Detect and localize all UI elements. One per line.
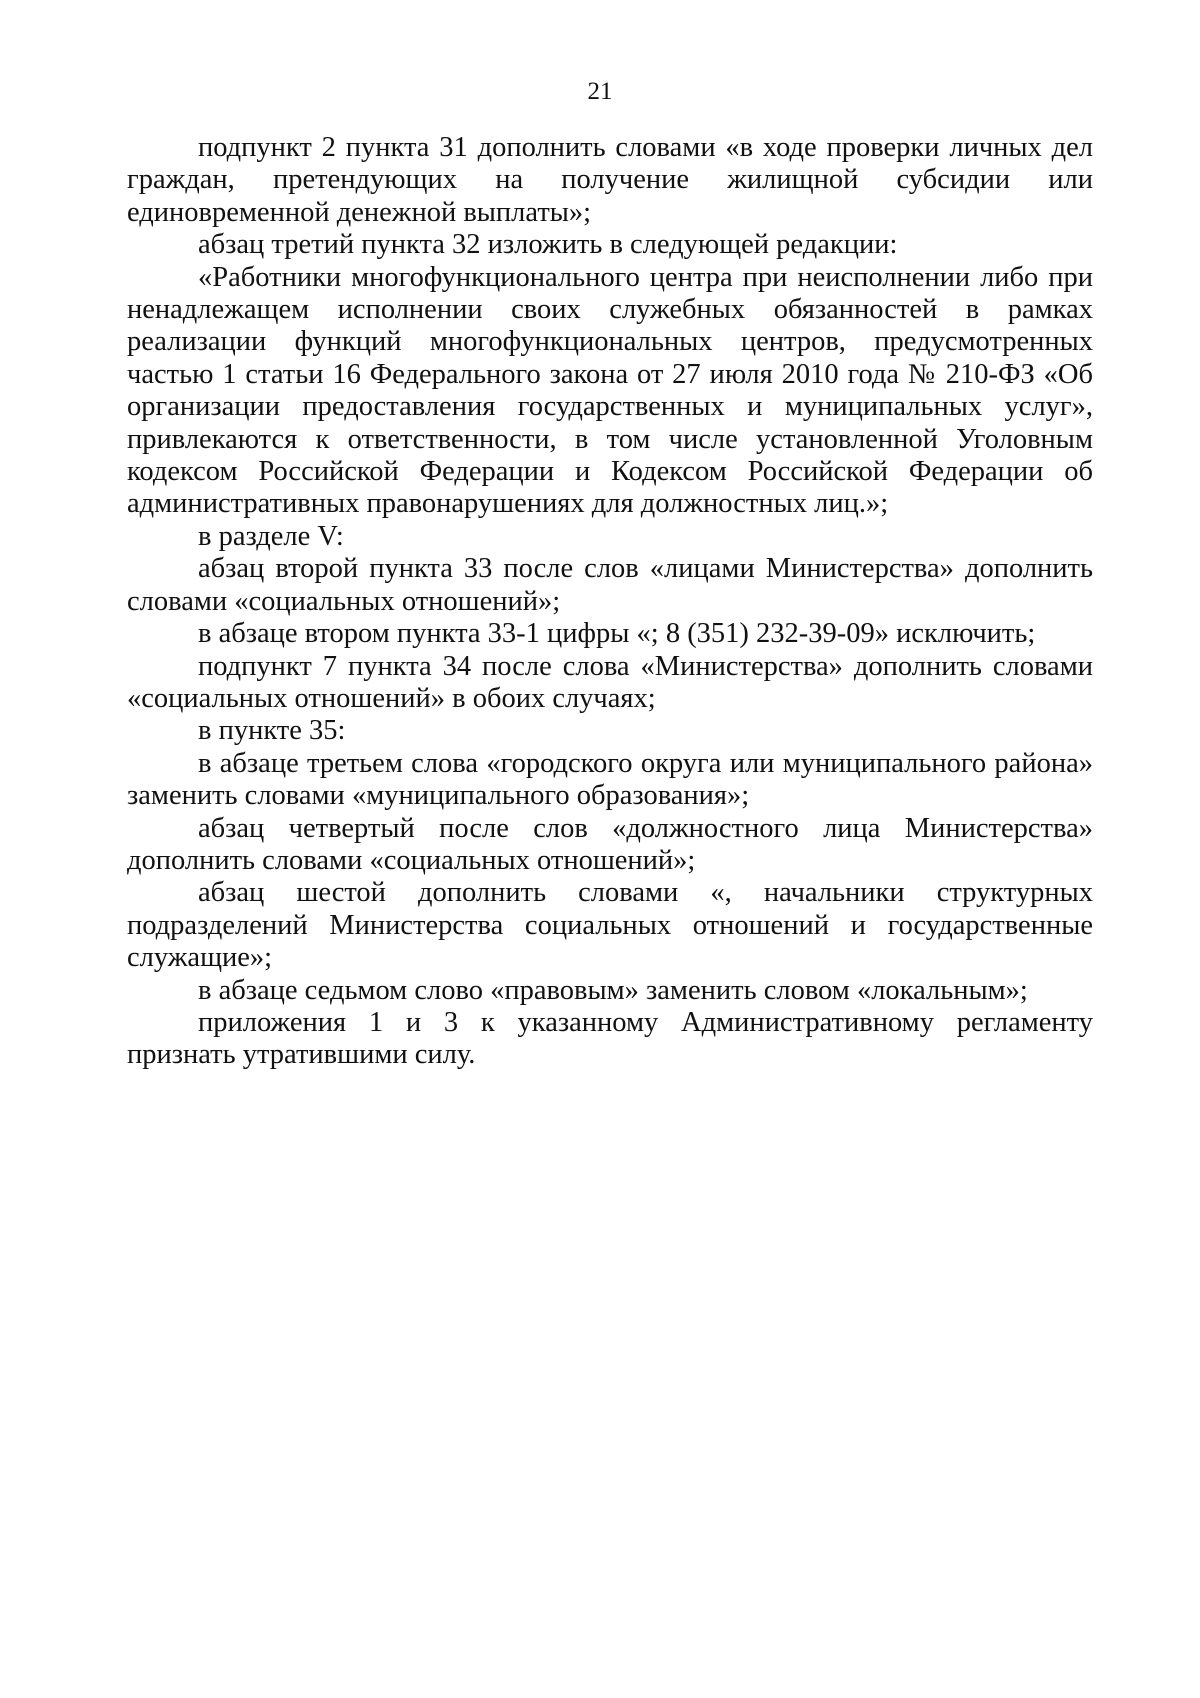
paragraph: подпункт 7 пункта 34 после слова «Министерства» дополнить словами «социальных отношений» в обоих случаях;: [127, 650, 1093, 714]
paragraph: абзац четвертый после слов «должностного лица Министерства» дополнить словами «социальных отношений»;: [127, 812, 1093, 876]
document-body: [127, 132, 1093, 1072]
paragraph: абзац второй пункта 33 после слов «лицами Министерства» дополнить словами «социальных отношений»;: [127, 553, 1093, 617]
paragraph: абзац третий пункта 32 изложить в следующей редакции:: [198, 229, 898, 261]
paragraph: абзац шестой дополнить словами «, начальники структурных подразделений Министерства социальных отношений и государственные служащие»;: [127, 877, 1093, 974]
paragraph: «Работники многофункционального центра при неисполнении либо при ненадлежащем исполнении своих служебных обязанностей в рамках реализации функций многофункциональных центров, предусмотренных частью 1 статьи 16 Федерального закона от 27 июля 2010 года № 210-ФЗ «Об организации предоставления государственных и муниципальных услуг», привлекаются к ответственности, в том числе установленной Уголовным кодексом Российской Федерации и Кодексом Российской Федерации об административных правонарушениях для должностных лиц.»;: [127, 261, 1093, 520]
paragraph: в разделе V:: [198, 520, 344, 552]
paragraph: в абзаце втором пункта 33-1 цифры «; 8 (351) 232-39-09» исключить;: [198, 618, 1036, 650]
paragraph: приложения 1 и 3 к указанному Административному регламенту признать утратившими силу.: [127, 1006, 1093, 1071]
paragraph: в абзаце седьмом слово «правовым» заменить словом «локальным»;: [198, 974, 1028, 1006]
paragraph: подпункт 2 пункта 31 дополнить словами «в ходе проверки личных дел граждан, претендующих на получение жилищной субсидии или единовременной денежной выплаты»;: [127, 132, 1093, 228]
paragraph: в абзаце третьем слова «городского округа или муниципального района» заменить словами «муниципального образования»;: [127, 747, 1093, 812]
paragraph: в пункте 35:: [198, 715, 346, 747]
page-number: 21: [587, 78, 613, 105]
